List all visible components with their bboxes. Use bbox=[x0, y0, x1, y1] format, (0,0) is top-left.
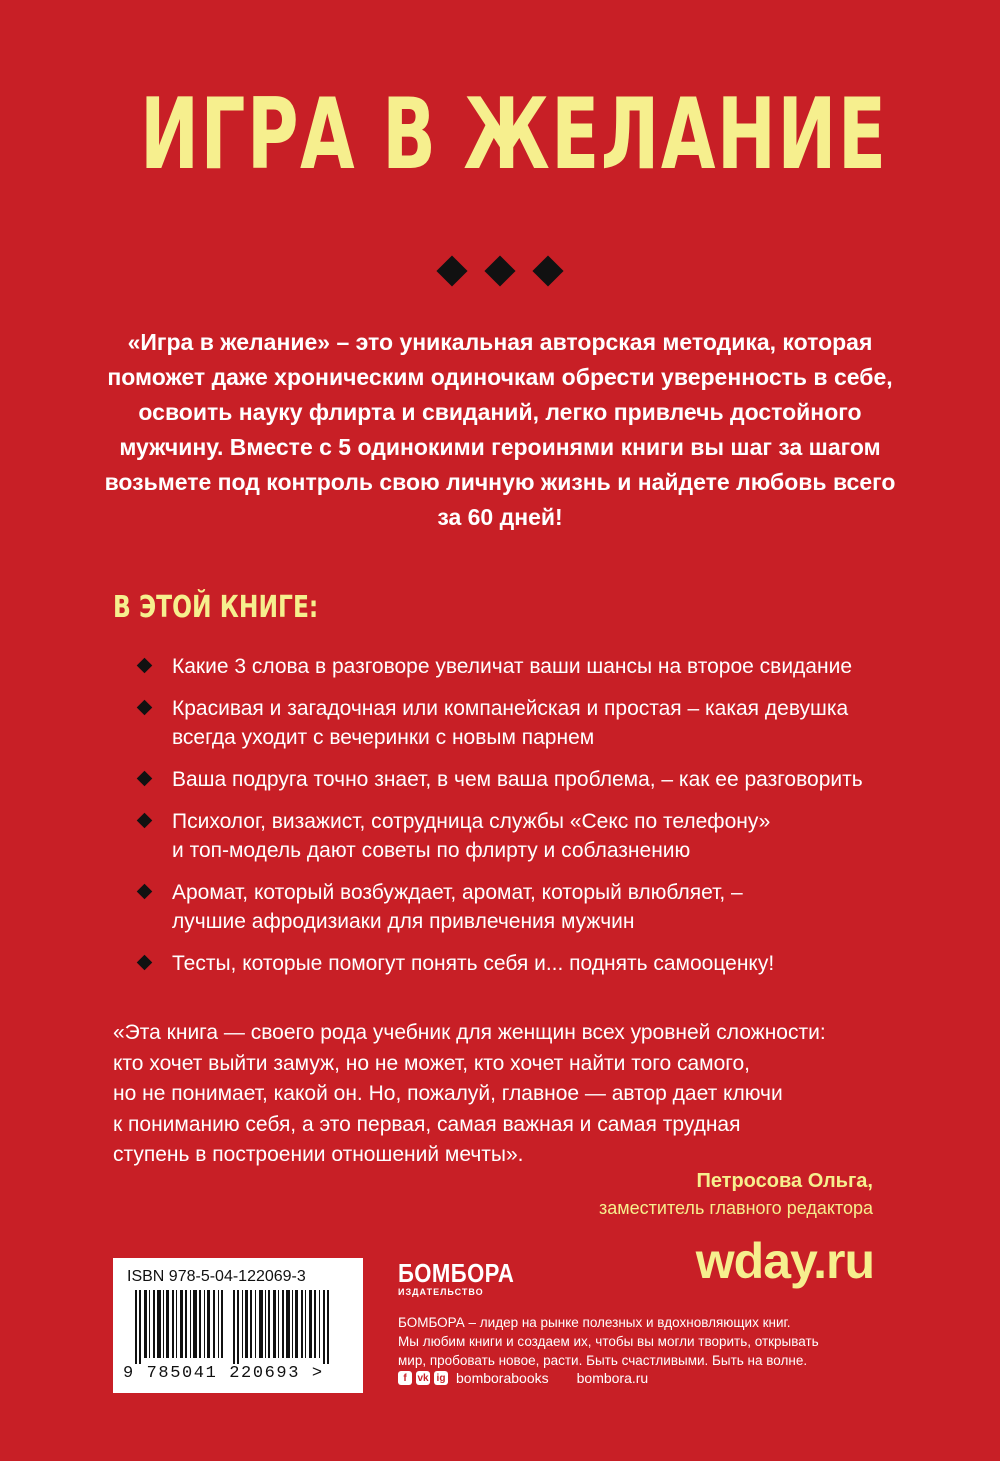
website-link[interactable]: bombora.ru bbox=[576, 1370, 649, 1386]
list-item bbox=[137, 765, 937, 794]
list-item bbox=[137, 878, 937, 936]
social-handle[interactable]: bomborabooks bbox=[456, 1370, 549, 1386]
instagram-icon[interactable]: ig bbox=[434, 1371, 448, 1385]
publisher-block bbox=[398, 1260, 838, 1370]
facebook-icon[interactable]: f bbox=[398, 1371, 412, 1385]
diamond-bullet-icon bbox=[137, 771, 153, 787]
list-item bbox=[137, 694, 937, 752]
social-links bbox=[398, 1370, 648, 1386]
book-title: ИГРА В ЖЕЛАНИЕ bbox=[140, 78, 888, 192]
bullet-text: Тесты, которые помогут понять себя и... поднять самооценку! bbox=[172, 952, 775, 975]
publisher-logo: БОМБОРА bbox=[398, 1258, 515, 1288]
author-role: заместитель главного редактора bbox=[599, 1198, 873, 1218]
bullet-text: Красивая и загадочная или компанейская и простая – какая девушка всегда уходит с вечеринки с новым парнем bbox=[172, 697, 849, 749]
diamond-icon bbox=[532, 255, 563, 286]
list-item bbox=[137, 652, 937, 681]
bullet-text: Психолог, визажист, сотрудница службы «Секс по телефону» и топ-модель дают советы по флирту и соблазнению bbox=[172, 810, 771, 862]
diamond-bullet-icon bbox=[137, 658, 153, 674]
bullet-list bbox=[137, 652, 937, 991]
isbn-text: ISBN 978-5-04-122069-3 bbox=[127, 1268, 306, 1285]
author-name: Петросова Ольга, bbox=[696, 1170, 873, 1192]
publisher-tagline: БОМБОРА – лидер на рынке полезных и вдохновляющих книг. Мы любим книги и создаем их, чтобы вы могли творить, открывать мир, пробовать новое, расти. Быть счастливыми. Быть на волне. bbox=[398, 1315, 819, 1368]
list-item bbox=[137, 949, 937, 978]
diamond-icon bbox=[484, 255, 515, 286]
section-title: В ЭТОЙ КНИГЕ: bbox=[113, 590, 319, 625]
barcode-digits: 9 785041 220693 > bbox=[123, 1364, 324, 1383]
bullet-text: Какие 3 слова в разговоре увеличат ваши шансы на второе свидание bbox=[172, 655, 852, 678]
diamond-icon bbox=[436, 255, 467, 286]
diamond-divider bbox=[0, 260, 1000, 282]
diamond-bullet-icon bbox=[137, 884, 153, 900]
diamond-bullet-icon bbox=[137, 813, 153, 829]
vk-icon[interactable]: vk bbox=[417, 1372, 429, 1384]
diamond-bullet-icon bbox=[137, 955, 153, 971]
barcode-icon bbox=[135, 1290, 341, 1364]
barcode-block bbox=[113, 1258, 363, 1393]
intro-text: «Игра в желание» – это уникальная авторская методика, которая поможет даже хроническим одиночкам обрести уверенность в себе, освоить науку флирта и свиданий, легко привлечь достойного мужчину. Вместе с 5 одинокими героинями книги вы шаг за шагом возьмете под контроль свою личную жизнь и найдете любовь всего за 60 дней! bbox=[104, 329, 896, 530]
list-item bbox=[137, 807, 937, 865]
diamond-bullet-icon bbox=[137, 700, 153, 716]
bullet-text: Ваша подруга точно знает, в чем ваша проблема, – как ее разговорить bbox=[172, 768, 863, 791]
bullet-text: Аромат, который возбуждает, аромат, который влюбляет, – лучшие афродизиаки для привлечения мужчин bbox=[172, 881, 743, 933]
review-quote: «Эта книга — своего рода учебник для женщин всех уровней сложности: кто хочет выйти замуж, но не может, кто хочет найти того самого, но не понимает, какой он. Но, пожалуй, главное — автор дает ключи к пониманию себя, а это первая, самая важная и самая трудная ступень в построении отношений мечты». bbox=[113, 1021, 826, 1166]
wday-logo: wday.ru bbox=[695, 1233, 874, 1289]
publisher-logo-sub: ИЗДАТЕЛЬСТВО bbox=[398, 1287, 484, 1297]
quote-author bbox=[599, 1167, 873, 1221]
